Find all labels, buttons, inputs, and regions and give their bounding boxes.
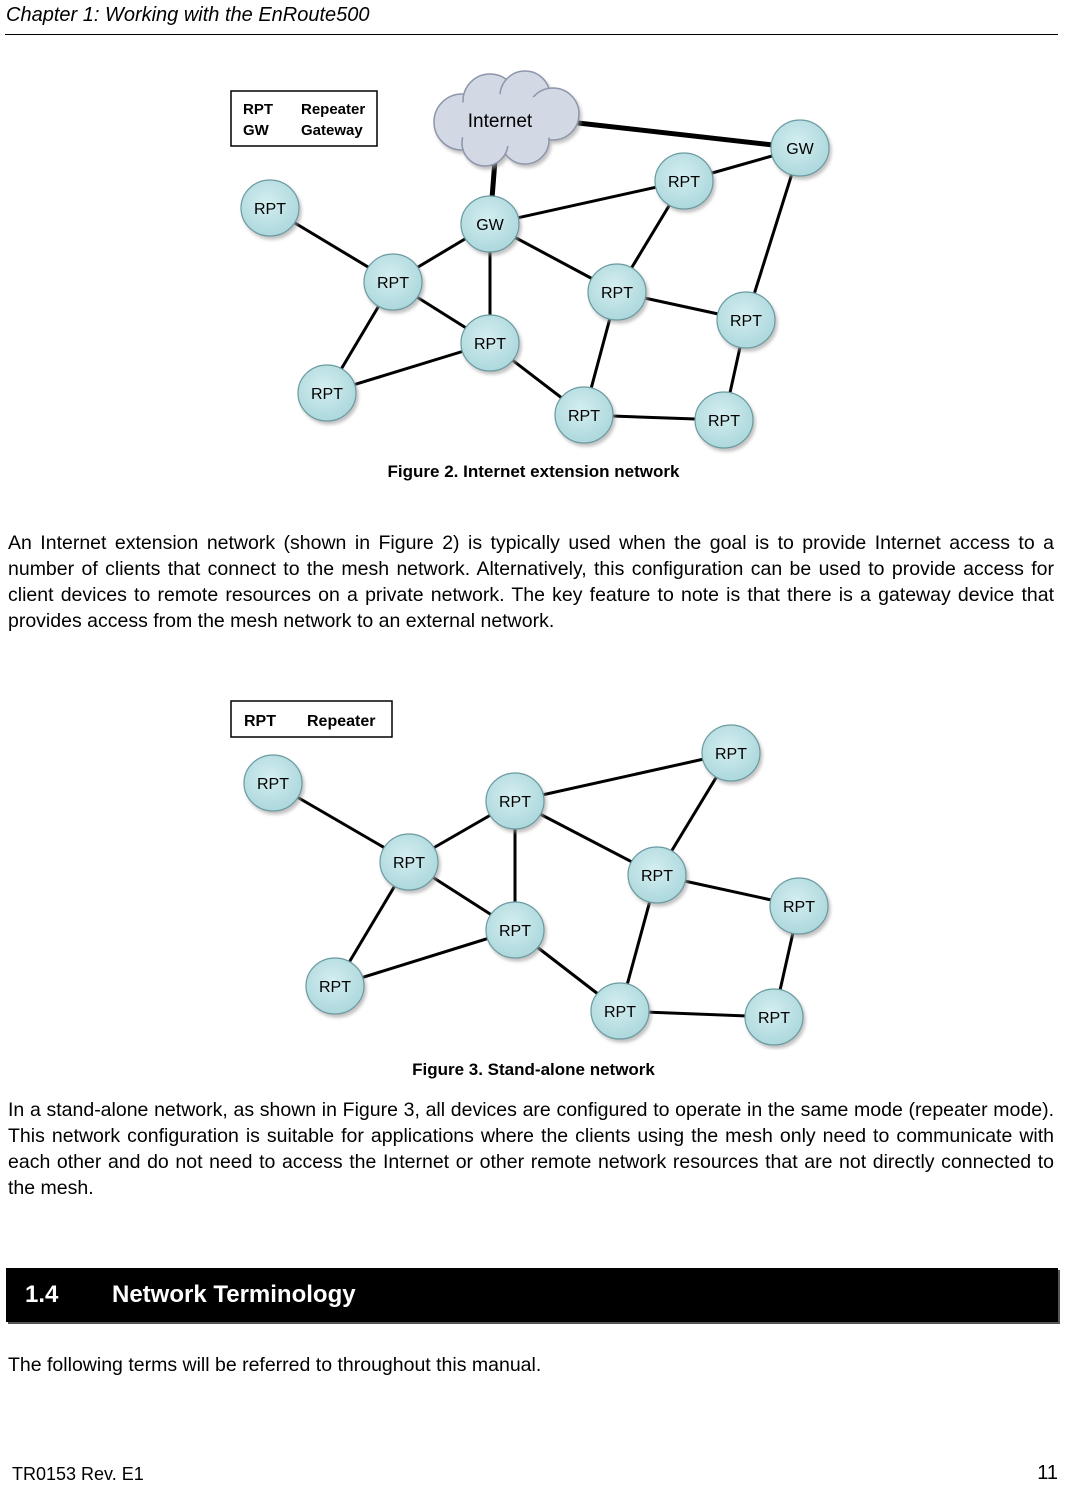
section-heading-bar	[6, 1268, 1058, 1322]
header-divider	[5, 34, 1058, 35]
legend-abbr-rpt: RPT	[243, 101, 273, 118]
legend-meaning-repeater: Repeater	[301, 101, 366, 118]
fig3-node-label: RPT	[783, 899, 815, 916]
legend3-meaning-repeater: Repeater	[307, 713, 376, 730]
fig2-rpt-node-9	[298, 365, 356, 421]
internet-cloud	[434, 71, 579, 166]
figure-2-diagram	[0, 55, 1067, 455]
paragraph-stand-alone: In a stand-alone network, as shown in Figure 3, all devices are configured to operate in the same mode (repeater mode). This network configuration is suitable for applications where the clients using the mesh only need to communicate with each other and do not need to access the Internet or other remote network resources that are not directly connected to the mesh.	[8, 1099, 1054, 1199]
fig3-rpt-node-2	[244, 755, 302, 811]
fig3-rpt-node-4	[380, 834, 438, 890]
fig2-node-label: RPT	[311, 386, 343, 403]
fig2-gw-node-4	[461, 196, 519, 252]
fig3-node-label: RPT	[604, 1004, 636, 1021]
fig2-rpt-node-3	[241, 180, 299, 236]
fig3-node-label: RPT	[499, 794, 531, 811]
footer-doc-id: TR0153 Rev. E1	[12, 1464, 144, 1484]
fig3-node-label: RPT	[758, 1010, 790, 1027]
fig2-rpt-node-7	[717, 292, 775, 348]
fig2-node-label: RPT	[708, 413, 740, 430]
fig2-node-label: RPT	[474, 336, 506, 353]
fig3-node-label: RPT	[257, 776, 289, 793]
fig2-rpt-node-8	[461, 315, 519, 371]
fig2-node-label: GW	[786, 141, 814, 158]
fig3-rpt-node-9	[591, 983, 649, 1039]
fig2-node-label: RPT	[668, 174, 700, 191]
fig2-node-label: RPT	[377, 275, 409, 292]
fig3-rpt-node-7	[486, 902, 544, 958]
fig2-rpt-node-11	[695, 392, 753, 448]
paragraph-internet-extension: An Internet extension network (shown in Figure 2) is typically used when the goal is to provide Internet access to a number of clients that connect to the mesh network. Alternatively, this configuration can be used to provide access for client devices to remote resources on a private network. The key feature to note is that there is a gateway device that provides access from the mesh network to an external network.	[8, 532, 1054, 632]
figure-2-caption: Figure 2. Internet extension network	[387, 462, 680, 481]
internet-label: Internet	[467, 111, 533, 132]
fig3-rpt-node-10	[745, 989, 803, 1045]
fig3-node-label: RPT	[499, 923, 531, 940]
figure-2-legend	[231, 91, 377, 146]
figure-3-nodes	[244, 725, 828, 1045]
fig2-rpt-node-10	[555, 387, 613, 443]
figure-3-legend	[231, 701, 392, 737]
fig2-node-label: RPT	[568, 408, 600, 425]
fig2-node-label: RPT	[601, 285, 633, 302]
section-title: Network Terminology	[112, 1281, 356, 1308]
fig3-rpt-node-8	[306, 958, 364, 1014]
legend3-abbr-rpt: RPT	[244, 713, 276, 730]
fig3-rpt-node-6	[770, 878, 828, 934]
fig2-gw-node-1	[771, 120, 829, 176]
legend-abbr-gw: GW	[243, 122, 269, 139]
fig3-rpt-node-3	[486, 773, 544, 829]
fig2-node-label: GW	[476, 217, 504, 234]
fig2-node-label: RPT	[254, 201, 286, 218]
fig3-node-label: RPT	[641, 868, 673, 885]
fig2-node-label: RPT	[730, 313, 762, 330]
figure-3-caption: Figure 3. Stand-alone network	[412, 1060, 655, 1079]
fig3-node-label: RPT	[319, 979, 351, 996]
fig2-rpt-node-6	[588, 264, 646, 320]
section-number: 1.4	[25, 1281, 59, 1308]
legend-meaning-gateway: Gateway	[301, 122, 363, 139]
fig3-rpt-node-1	[702, 725, 760, 781]
fig3-node-label: RPT	[393, 855, 425, 872]
fig3-node-label: RPT	[715, 746, 747, 763]
fig2-rpt-node-2	[655, 153, 713, 209]
fig2-rpt-node-5	[364, 254, 422, 310]
page-number: 11	[1037, 1462, 1058, 1484]
figure-2-nodes	[241, 120, 829, 448]
fig3-rpt-node-5	[628, 847, 686, 903]
paragraph-terms-intro: The following terms will be referred to throughout this manual.	[8, 1354, 542, 1376]
figure-3-diagram	[0, 690, 1067, 1050]
chapter-title: Chapter 1: Working with the EnRoute500	[6, 4, 370, 26]
